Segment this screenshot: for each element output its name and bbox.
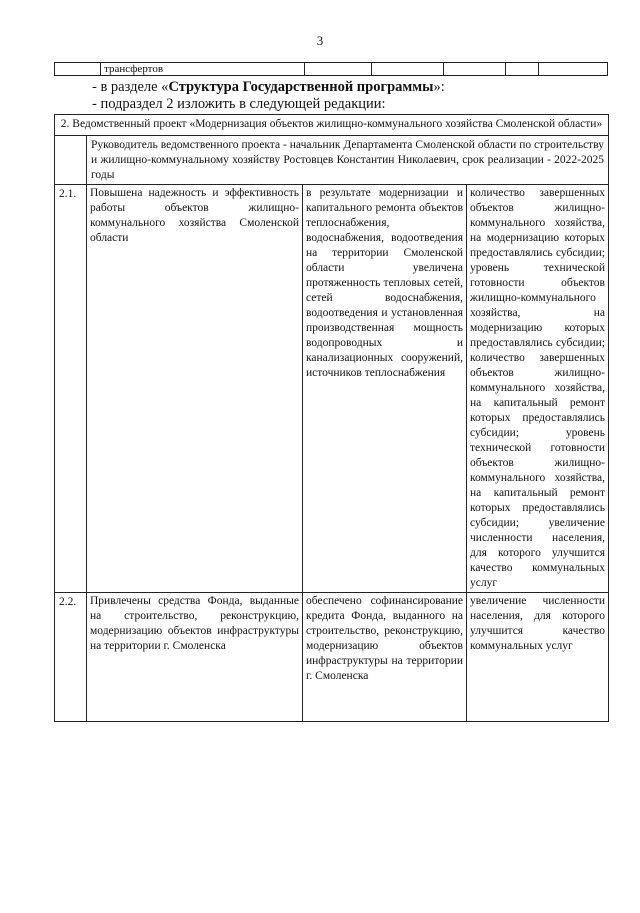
transfers-cell: трансфертов xyxy=(101,63,305,76)
previous-table-end-row xyxy=(54,62,608,76)
project-title: 2. Ведомственный проект «Модернизация объектов жилищно-коммунального хозяйства Смоленской области» xyxy=(55,115,609,136)
effect-cell: обеспечено софинансирование кредита Фонда, выданного на строительство, реконструкцию, модернизацию объектов инфраструктуры на территории г. Смоленска xyxy=(303,593,467,722)
table-row xyxy=(55,185,609,593)
indicator-cell: количество завершенных объектов жилищно-коммунального хозяйства, на модернизацию которых предоставлялись субсидии; уровень технической готовности объектов жилищно-коммунального хозяйства, на модернизацию которых предоставлялись субсидии; количество завершенных объектов жилищно-коммунального хозяйства, на капитальный ремонт которых предоставлялись субсидии; уровень технической готовности объектов жилищно-коммунального хозяйства, на капитальный ремонт которых предоставлялись субсидии; увеличение численности населения, для которого улучшится качество коммунальных услуг xyxy=(467,185,609,593)
page-number: 3 xyxy=(316,33,324,48)
instruction-section-line: - в разделе «Структура Государственной программы»: xyxy=(92,79,445,95)
instruction-subsection-line: - подраздел 2 изложить в следующей редакции: xyxy=(92,96,386,112)
effect-cell: в результате модернизации и капитального ремонта объектов теплоснабжения, водоснабжения, водоотведения на территории Смоленской области увеличена протяженность тепловых сетей, сетей водоснабжения, водоотведения и установленная производственная мощность водопроводных и канализационных сооружений, источников теплоснабжения xyxy=(303,185,467,593)
indicator-cell: увеличение численности населения, для которого улучшится качество коммунальных услуг xyxy=(467,593,609,722)
section-name: Структура Государственной программы xyxy=(168,79,434,95)
row-number: 2.1. xyxy=(55,185,87,593)
project-leader: Руководитель ведомственного проекта - начальник Департамента Смоленской области по строительству и жилищно-коммунальному хозяйству Ростовцев Константин Николаевич, срок реализации - 2022-2025 годы xyxy=(87,136,609,185)
program-structure-table xyxy=(54,114,609,722)
row-number: 2.2. xyxy=(55,593,87,722)
table-row xyxy=(55,593,609,722)
task-cell: Повышена надежность и эффективность работы объектов жилищно-коммунального хозяйства Смоленской области xyxy=(87,185,303,593)
task-cell: Привлечены средства Фонда, выданные на строительство, реконструкцию, модернизацию объектов инфраструктуры на территории г. Смоленска xyxy=(87,593,303,722)
